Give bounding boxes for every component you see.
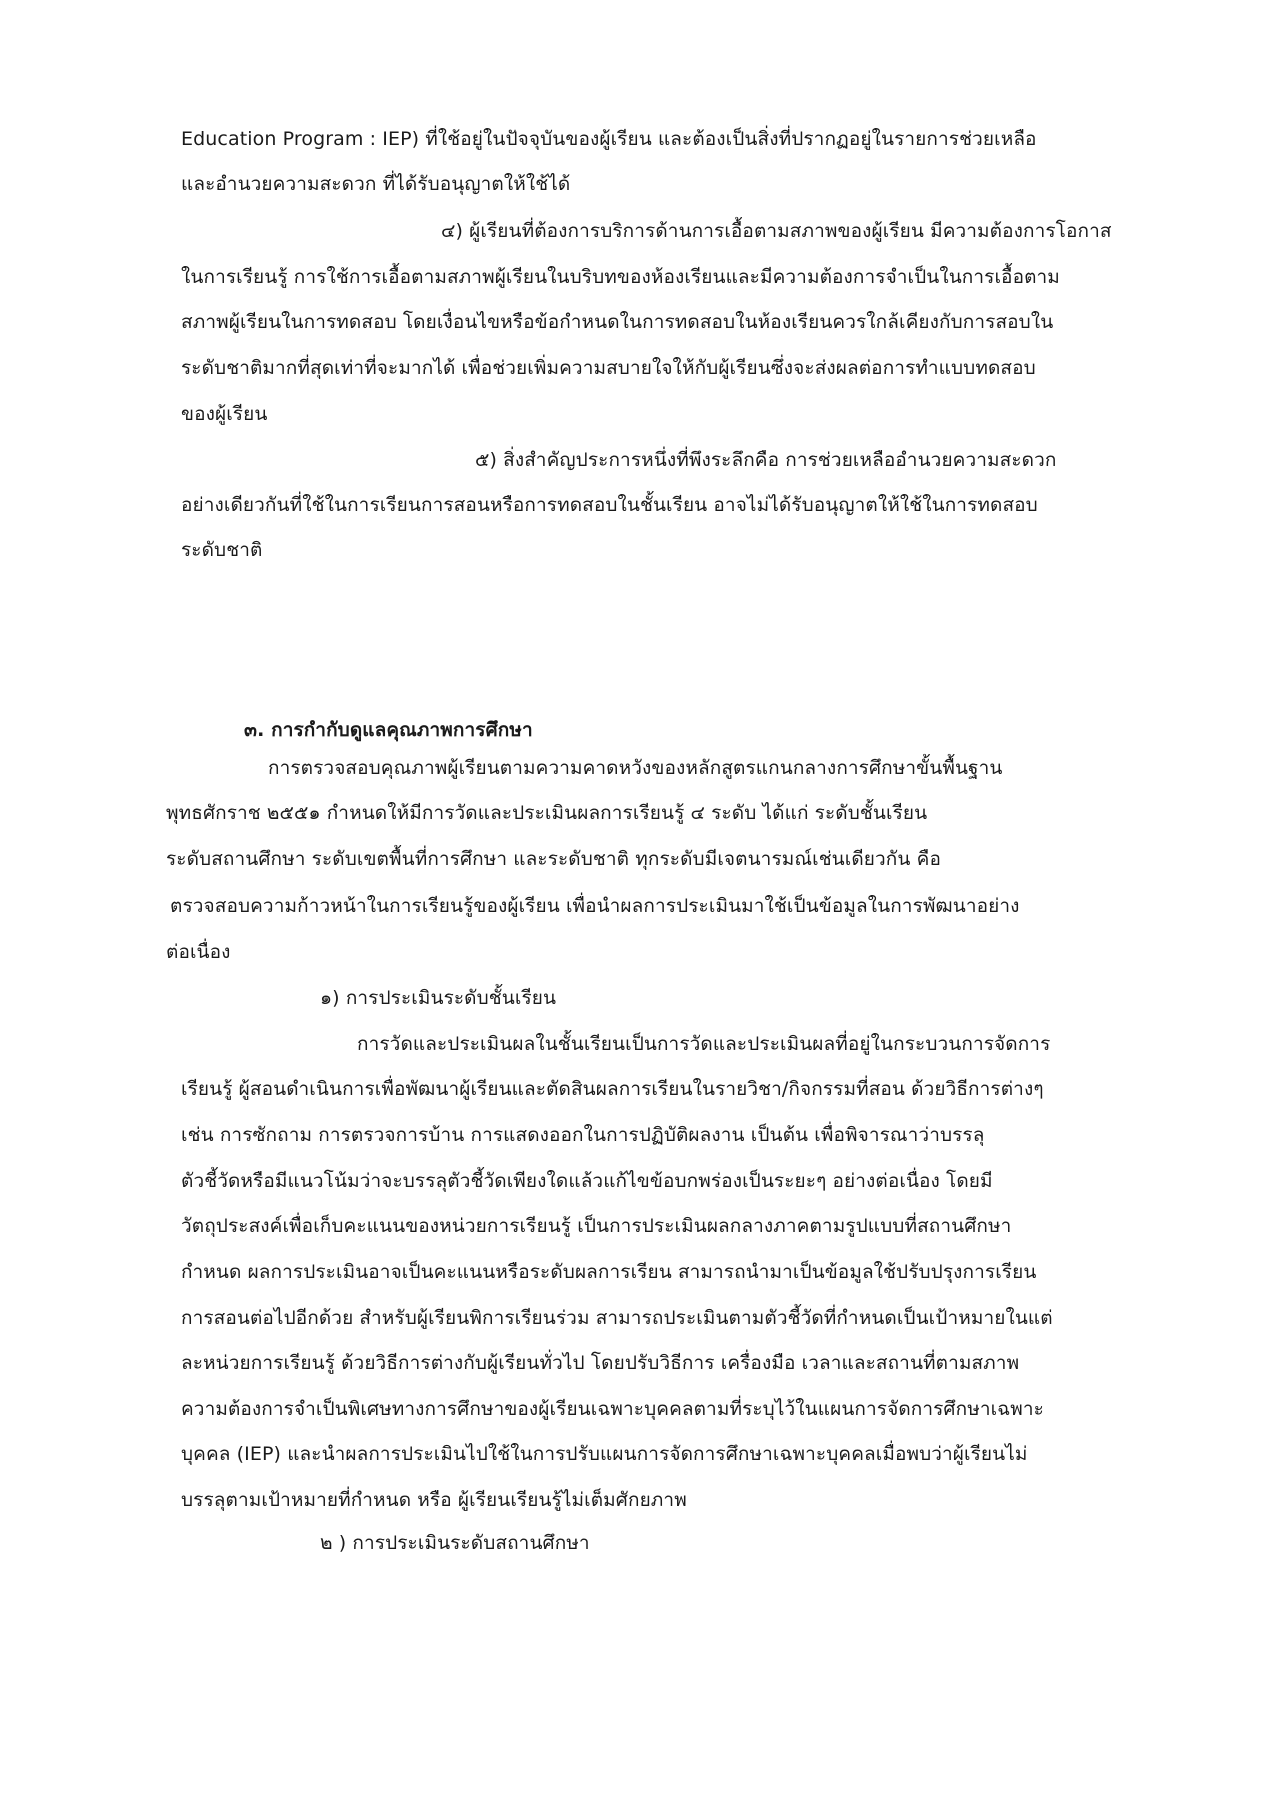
paragraph-line: เรียนรู้ ผู้สอนดำเนินการเพื่อพัฒนาผู้เรียนและตัดสินผลการเรียนในรายวิชา/กิจกรรมที่สอน ด้วยวิธีการต่างๆ: [181, 1078, 1044, 1100]
paragraph-line: ต่อเนื่อง: [166, 941, 231, 963]
paragraph-line: ละหน่วยการเรียนรู้ ด้วยวิธีการต่างกับผู้เรียนทั่วไป โดยปรับวิธีการ เครื่องมือ เวลาและสถานที่ตามสภาพ: [181, 1352, 1020, 1374]
paragraph-line: ระดับชาติ: [181, 539, 263, 561]
section-3-heading: ๓. การกำกับดูแลคุณภาพการศึกษา: [244, 719, 533, 741]
paragraph-line: และอำนวยความสะดวก ที่ได้รับอนุญาตให้ใช้ได้: [181, 173, 571, 195]
paragraph-line: ความต้องการจำเป็นพิเศษทางการศึกษาของผู้เรียนเฉพาะบุคคลตามที่ระบุไว้ในแผนการจัดการศึกษาเฉพาะ: [181, 1398, 1044, 1420]
paragraph-line: กำหนด ผลการประเมินอาจเป็นคะแนนหรือระดับผลการเรียน สามารถนำมาเป็นข้อมูลใช้ปรับปรุงการเรียน: [181, 1261, 1037, 1283]
paragraph-line: ของผู้เรียน: [181, 403, 268, 425]
paragraph-line: Education Program : IEP) ที่ใช้อยู่ในปัจจุบันของผู้เรียน และต้องเป็นสิ่งที่ปรากฏอยู่ในรายการช่วยเหลือ: [181, 128, 1037, 150]
sub-1-heading: ๑) การประเมินระดับชั้นเรียน: [320, 987, 557, 1009]
item-5-first-line: ๕) สิ่งสำคัญประการหนึ่งที่พึงระลึกคือ การช่วยเหลืออำนวยความสะดวก: [475, 449, 1057, 471]
item-4-first-line: ๔) ผู้เรียนที่ต้องการบริการด้านการเอื้อตามสภาพของผู้เรียน มีความต้องการโอกาส: [441, 220, 1112, 242]
paragraph-line: ตัวชี้วัดหรือมีแนวโน้มว่าจะบรรลุตัวชี้วัดเพียงใดแล้วแก้ไขข้อบกพร่องเป็นระยะๆ อย่างต่อเนื่อง โดยมี: [181, 1170, 993, 1192]
sub-2-heading: ๒ ) การประเมินระดับสถานศึกษา: [320, 1532, 590, 1554]
paragraph-line: บรรลุตามเป้าหมายที่กำหนด หรือ ผู้เรียนเรียนรู้ไม่เต็มศักยภาพ: [181, 1489, 687, 1511]
paragraph-line: วัตถุประสงค์เพื่อเก็บคะแนนของหน่วยการเรียนรู้ เป็นการประเมินผลกลางภาคตามรูปแบบที่สถานศึกษา: [181, 1215, 1012, 1237]
paragraph-line: สภาพผู้เรียนในการทดสอบ โดยเงื่อนไขหรือข้อกำหนดในการทดสอบในห้องเรียนควรใกล้เคียงกับการสอบใน: [181, 311, 1054, 333]
paragraph-line: การสอนต่อไปอีกด้วย สำหรับผู้เรียนพิการเรียนร่วม สามารถประเมินตามตัวชี้วัดที่กำหนดเป็นเป้าหมายในแต่: [181, 1307, 1053, 1329]
paragraph-line: ในการเรียนรู้ การใช้การเอื้อตามสภาพผู้เรียนในบริบทของห้องเรียนและมีความต้องการจำเป็นในการเอื้อตาม: [181, 266, 1060, 288]
paragraph-line: ระดับสถานศึกษา ระดับเขตพื้นที่การศึกษา และระดับชาติ ทุกระดับมีเจตนารมณ์เช่นเดียวกัน คือ: [166, 848, 941, 870]
paragraph-line: ตรวจสอบความก้าวหน้าในการเรียนรู้ของผู้เรียน เพื่อนำผลการประเมินมาใช้เป็นข้อมูลในการพัฒนาอย่าง: [170, 895, 1020, 917]
paragraph-line: เช่น การซักถาม การตรวจการบ้าน การแสดงออกในการปฏิบัติผลงาน เป็นต้น เพื่อพิจารณาว่าบรรลุ: [181, 1124, 985, 1146]
paragraph-line: การวัดและประเมินผลในชั้นเรียนเป็นการวัดและประเมินผลที่อยู่ในกระบวนการจัดการ: [357, 1033, 1051, 1055]
paragraph-line: พุทธศักราช ๒๕๕๑ กำหนดให้มีการวัดและประเมินผลการเรียนรู้ ๔ ระดับ ได้แก่ ระดับชั้นเรียน: [166, 802, 928, 824]
paragraph-line: อย่างเดียวกันที่ใช้ในการเรียนการสอนหรือการทดสอบในชั้นเรียน อาจไม่ได้รับอนุญาตให้ใช้ในการทดสอบ: [181, 494, 1038, 516]
paragraph-line: ระดับชาติมากที่สุดเท่าที่จะมากได้ เพื่อช่วยเพิ่มความสบายใจให้กับผู้เรียนซึ่งจะส่งผลต่อการทำแบบทดสอบ: [181, 357, 1036, 379]
paragraph-line: การตรวจสอบคุณภาพผู้เรียนตามความคาดหวังของหลักสูตรแกนกลางการศึกษาขั้นพื้นฐาน: [268, 757, 1003, 779]
paragraph-line: บุคคล (IEP) และนำผลการประเมินไปใช้ในการปรับแผนการจัดการศึกษาเฉพาะบุคคลเมื่อพบว่าผู้เรียนไม่: [181, 1443, 1028, 1465]
